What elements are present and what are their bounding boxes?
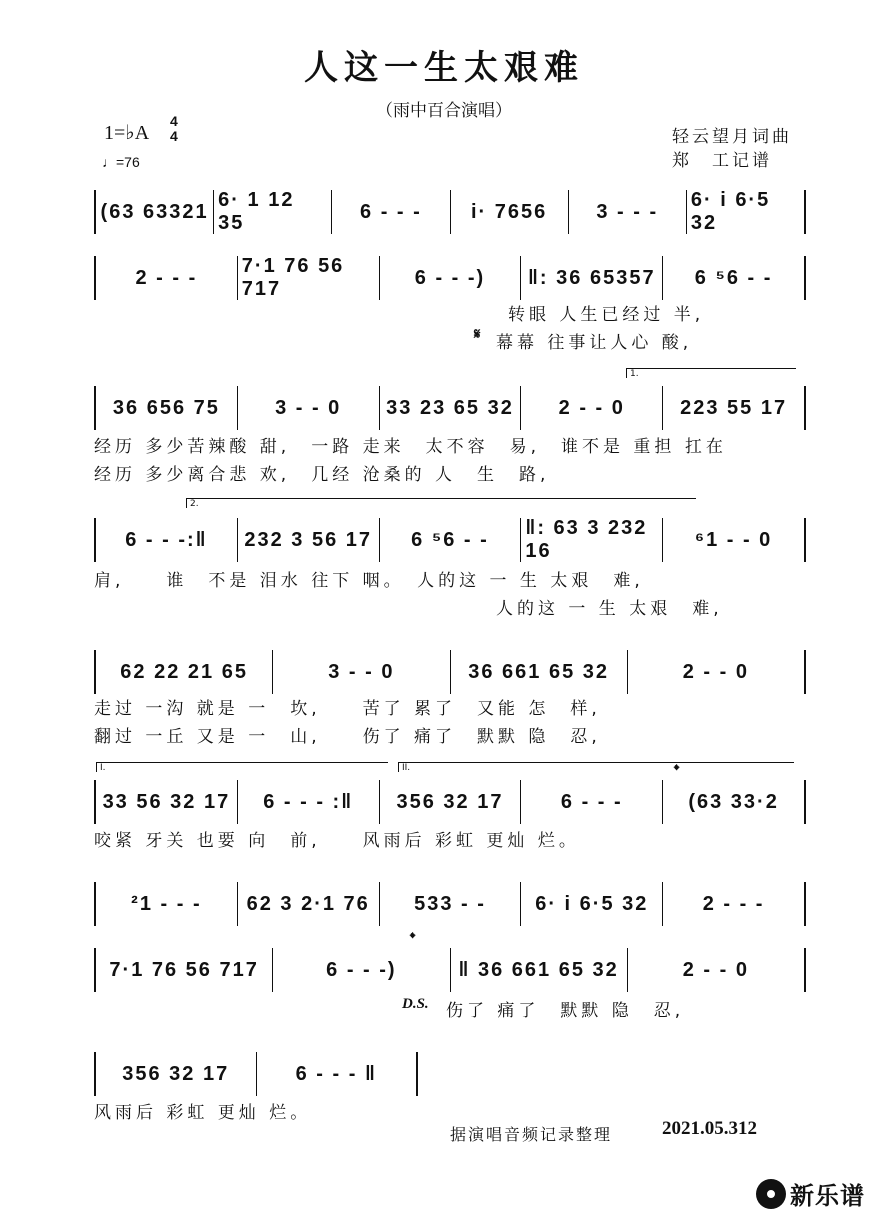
- measure: 36 661 65 32: [451, 650, 628, 694]
- record-disc-icon: [756, 1179, 786, 1209]
- measure: (63 33·2: [688, 790, 779, 813]
- lyric-line: 风雨后 彩虹 更灿 烂。: [94, 1103, 312, 1123]
- measure: 232 3 56 17: [238, 518, 380, 562]
- measure: 223 55 17: [680, 396, 788, 419]
- measure: 6 - - - ‖: [295, 1062, 377, 1085]
- measure: 2 - - 0: [682, 660, 749, 683]
- lyric-line: 转眼 人生已经过 半,: [508, 305, 705, 325]
- measure: 3 - - 0: [273, 650, 450, 694]
- dal-segno-mark: D.S.: [402, 996, 429, 1012]
- staff-system-9: [94, 1052, 418, 1096]
- measure: 356 32 17: [380, 780, 522, 824]
- staff-system-1: [94, 190, 806, 234]
- measure: 6· i 6·5 32: [521, 882, 663, 926]
- volta-bracket-2: 2.: [186, 498, 696, 508]
- measure: 3 - - 0: [238, 386, 380, 430]
- lyric-line: 翻过 一丘 又是 一 山, 伤了 痛了 默默 隐 忍,: [94, 727, 601, 747]
- lyricist-composer: 轻云望月词曲: [672, 127, 792, 147]
- measure: 533 - -: [380, 882, 522, 926]
- site-logo[interactable]: [756, 1176, 865, 1211]
- volta-bracket-1: 1.: [626, 368, 796, 378]
- source-note: 据演唱音频记录整理: [450, 1125, 613, 1144]
- coda-sign: 𝄌: [674, 763, 680, 779]
- measure: 6 - - - :‖: [238, 780, 380, 824]
- measure: 6 - - -: [521, 780, 663, 824]
- measure: 6· i 6·5 32: [690, 189, 771, 234]
- measure: 2 - - 0: [682, 958, 749, 981]
- measure: (63 63321: [96, 190, 214, 234]
- transcriber: 郑 工记谱: [672, 151, 772, 171]
- singer-subtitle: （雨中百合演唱）: [376, 101, 512, 121]
- lyric-line: 经历 多少苦辣酸 甜, 一路 走来 太不容 易, 谁不是 重担 扛在: [94, 437, 727, 457]
- measure: 6 ⁵6 - -: [380, 518, 522, 562]
- measure: ⁶1 - - 0: [694, 528, 773, 551]
- staff-system-7: [94, 882, 806, 926]
- time-signature: [170, 114, 178, 144]
- measure: 33 56 32 17: [96, 780, 238, 824]
- measure: 36 656 75: [96, 386, 238, 430]
- staff-system-6: [94, 780, 806, 824]
- coda-sign: 𝄌: [410, 931, 416, 947]
- logo-text: 新乐谱: [790, 1182, 865, 1210]
- measure: 2 - - -: [702, 892, 765, 915]
- lyric-line: 肩, 谁 不是 泪水 往下 咽。 人的这 一 生 太艰 难,: [94, 571, 644, 591]
- segno-sign: 𝄋: [474, 327, 481, 343]
- measure: 2 - - 0: [521, 386, 663, 430]
- measure: 6 - - -): [380, 256, 522, 300]
- lyric-line: 幕幕 往事让人心 酸,: [496, 333, 693, 353]
- tempo-marking: ♩=76: [102, 154, 140, 170]
- measure: 7·1 76 56 717: [96, 948, 273, 992]
- measure: 6 - - -: [332, 190, 450, 234]
- measure: 356 32 17: [96, 1052, 257, 1096]
- measure: 62 3 2·1 76: [238, 882, 380, 926]
- volta-bracket-I: I.: [96, 762, 388, 772]
- lyric-line: 人的这 一 生 太艰 难,: [496, 599, 723, 619]
- measure: ‖: 63 3 232 16: [521, 518, 663, 562]
- measure: 3 - - -: [569, 190, 687, 234]
- lyric-line: 走过 一沟 就是 一 坎, 苦了 累了 又能 怎 样,: [94, 699, 601, 719]
- song-title: 人这一生太艰难: [304, 48, 584, 88]
- lyric-line: 咬紧 牙关 也要 向 前, 风雨后 彩虹 更灿 烂。: [94, 831, 580, 851]
- staff-system-8: [94, 948, 806, 992]
- measure: ²1 - - -: [96, 882, 238, 926]
- lyric-line: 经历 多少离合悲 欢, 几经 沧桑的 人 生 路,: [94, 465, 550, 485]
- volta-bracket-II: II.: [398, 762, 794, 772]
- meter-bottom: 4: [170, 128, 178, 144]
- measure: 6 - - -): [273, 948, 450, 992]
- lyric-line: 伤了 痛了 默默 隐 忍,: [446, 1001, 685, 1021]
- measure: 33 23 65 32: [380, 386, 522, 430]
- measure: 6· 1 12 35: [214, 190, 332, 234]
- meter-top: 4: [170, 113, 178, 129]
- staff-system-4: [94, 518, 806, 562]
- key-signature: 1=♭A: [104, 122, 150, 144]
- staff-system-3: [94, 386, 806, 430]
- measure: 7·1 76 56 717: [238, 256, 380, 300]
- measure: 2 - - -: [96, 256, 238, 300]
- measure: 62 22 21 65: [96, 650, 273, 694]
- staff-system-5: [94, 650, 806, 694]
- measure: ‖: 36 65357: [521, 256, 663, 300]
- measure: i· 7656: [451, 190, 569, 234]
- measure: 6 - - -:‖: [96, 518, 238, 562]
- date-stamp: 2021.05.312: [662, 1118, 757, 1139]
- staff-system-2: [94, 256, 806, 300]
- measure: ‖ 36 661 65 32: [451, 948, 628, 992]
- measure: 6 ⁵6 - -: [694, 266, 773, 289]
